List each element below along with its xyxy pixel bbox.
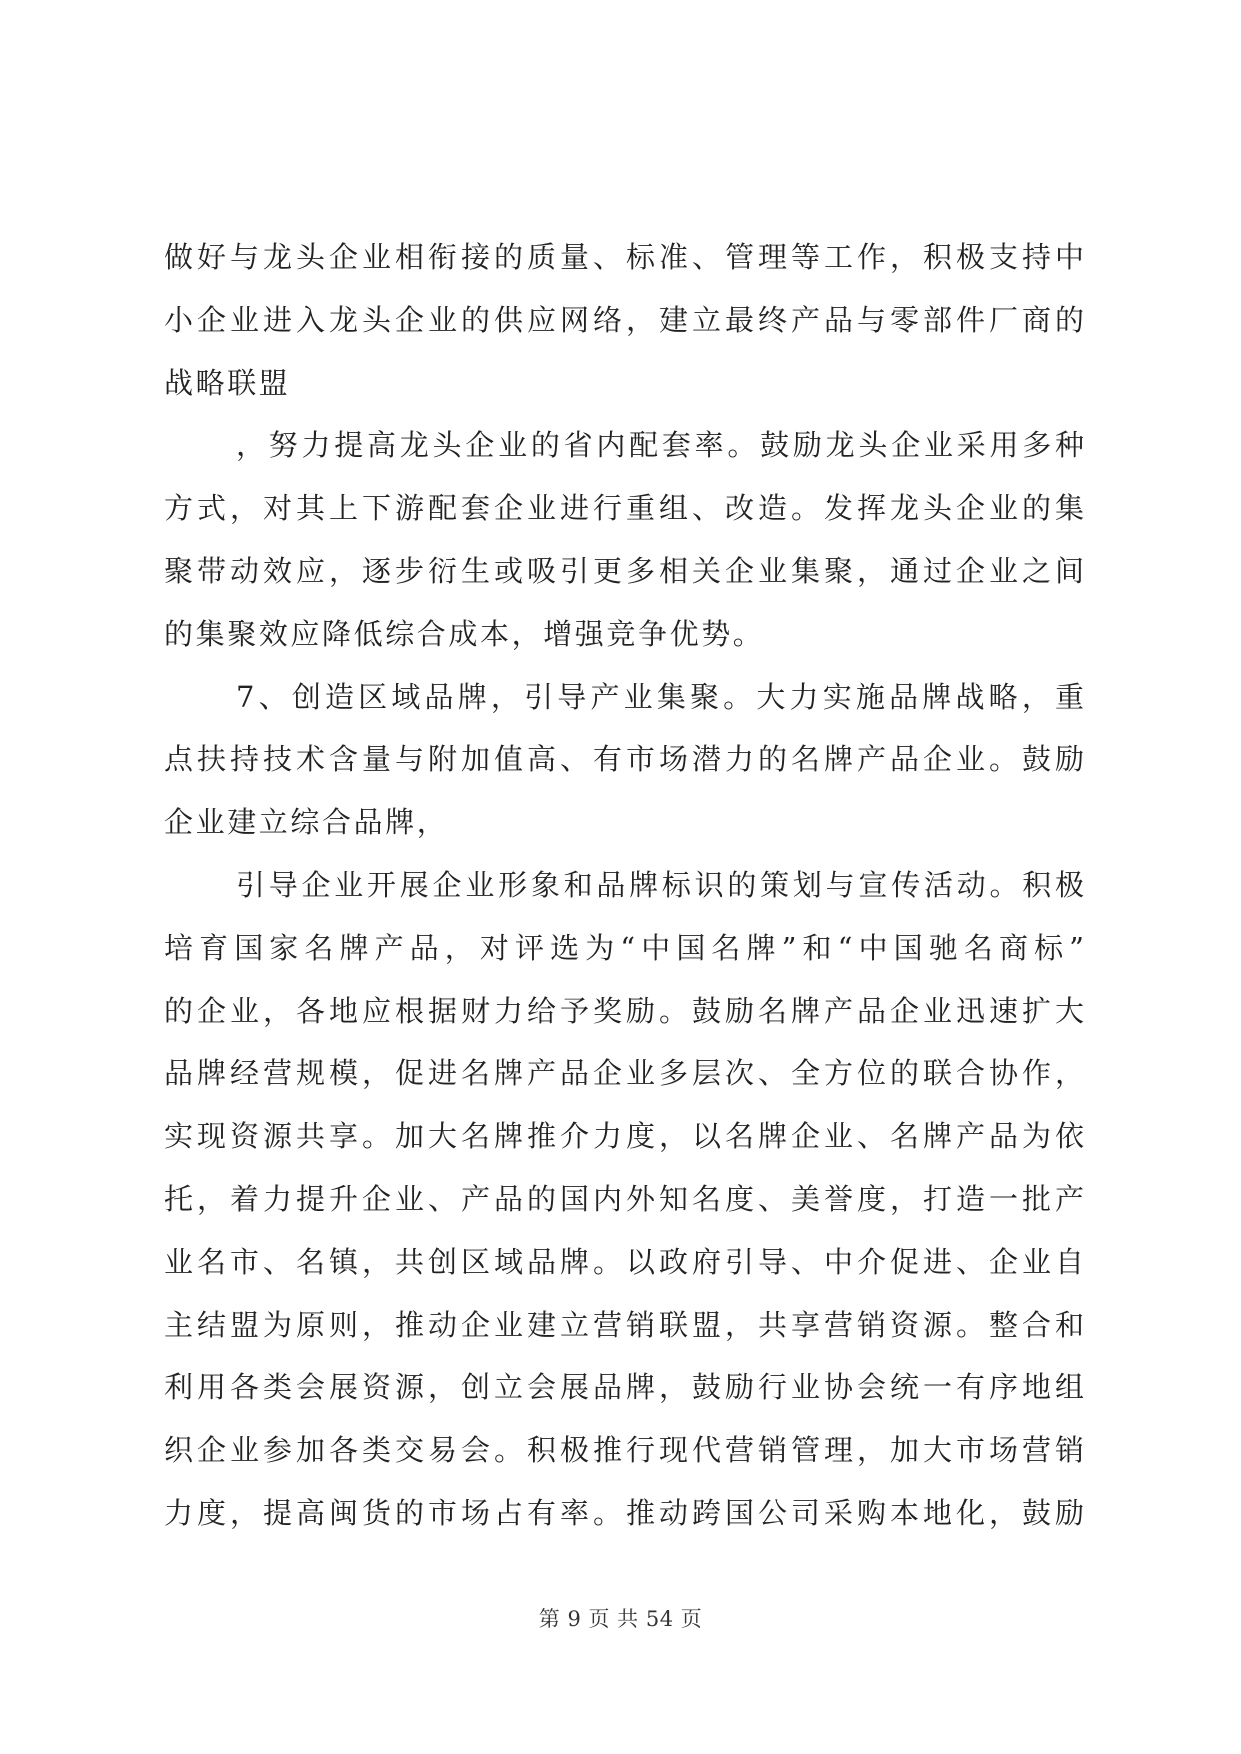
text-line: 托，着力提升企业、产品的国内外知名度、美誉度，打造一批产 (164, 1181, 1084, 1216)
text-line: ，努力提高龙头企业的省内配套率。鼓励龙头企业采用多种 (236, 428, 1084, 463)
page-number-label: 第 9 页 共 54 页 (538, 1607, 703, 1631)
text-line: 力度，提高闽货的市场占有率。推动跨国公司采购本地化，鼓励 (164, 1495, 1084, 1530)
text-line: 点扶持技术含量与附加值高、有市场潜力的名牌产品企业。鼓励 (164, 742, 1084, 777)
text-line: 品牌经营规模，促进名牌产品企业多层次、全方位的联合协作， (164, 1056, 1084, 1091)
text-line: 企业建立综合品牌， (164, 805, 449, 840)
text-line: 利用各类会展资源，创立会展品牌，鼓励行业协会统一有序地组 (164, 1370, 1084, 1405)
text-line: 战略联盟 (164, 365, 291, 400)
text-line: 的集聚效应降低综合成本，增强竞争优势。 (164, 616, 765, 651)
text-line: 7、创造区域品牌，引导产业集聚。大力实施品牌战略，重 (236, 679, 1084, 714)
text-line: 的企业，各地应根据财力给予奖励。鼓励名牌产品企业迅速扩大 (164, 993, 1084, 1028)
text-line: 方式，对其上下游配套企业进行重组、改造。发挥龙头企业的集 (164, 491, 1084, 526)
text-line: 主结盟为原则，推动企业建立营销联盟，共享营销资源。整合和 (164, 1307, 1084, 1342)
text-line: 培育国家名牌产品，对评选为“中国名牌”和“中国驰名商标” (164, 930, 1084, 965)
text-line: 做好与龙头企业相衔接的质量、标准、管理等工作，积极支持中 (164, 240, 1084, 274)
text-line: 织企业参加各类交易会。积极推行现代营销管理，加大市场营销 (164, 1433, 1084, 1468)
text-line: 引导企业开展企业形象和品牌标识的策划与宣传活动。积极 (236, 867, 1084, 902)
document-body (164, 226, 1084, 1545)
text-line: 实现资源共享。加大名牌推介力度，以名牌企业、名牌产品为依 (164, 1119, 1084, 1154)
page-footer (0, 1603, 1241, 1633)
text-line: 业名市、名镇，共创区域品牌。以政府引导、中介促进、企业自 (164, 1244, 1084, 1279)
text-line: 聚带动效应，逐步衍生或吸引更多相关企业集聚，通过企业之间 (164, 553, 1084, 588)
text-line: 小企业进入龙头企业的供应网络，建立最终产品与零部件厂商的 (164, 302, 1084, 337)
